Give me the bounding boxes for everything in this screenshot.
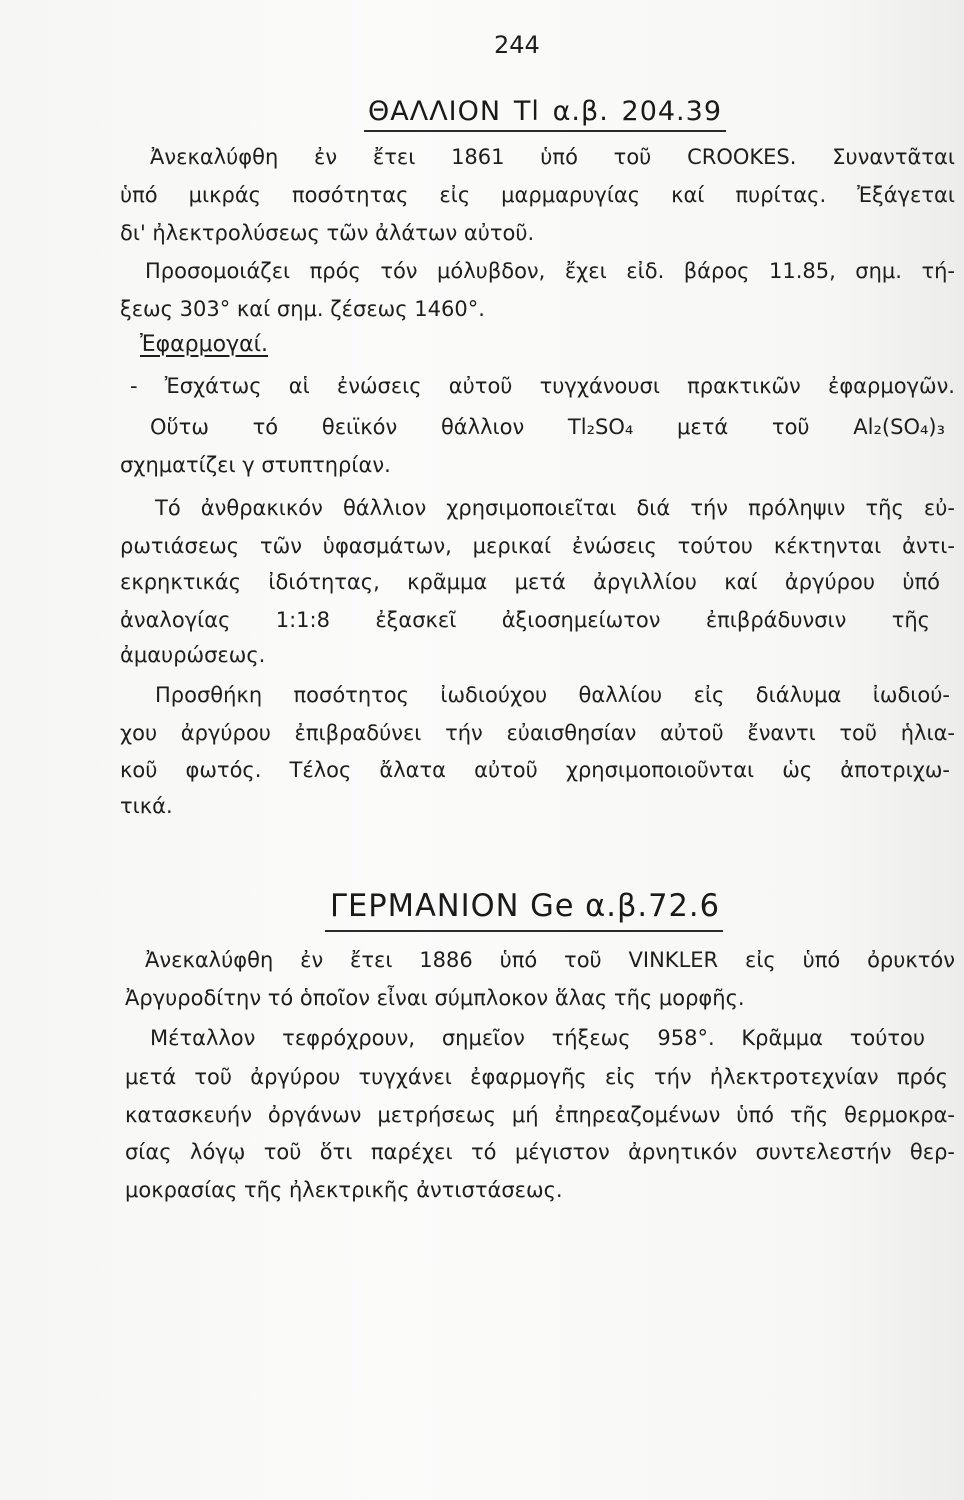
thallium-discovery-line: ὑπό μικράς ποσότητας εἰς μαρμαρυγίας καί πυρίτας. Ἐξάγεται: [120, 183, 955, 207]
thallium-discovery-line: δι' ἠλεκτρολύσεως τῶν ἀλάτων αὐτοῦ.: [120, 221, 535, 245]
thallium-iodide-line: Προσθήκη ποσότητος ἰωδιούχου θαλλίου εἰς διάλυμα ἰωδιού-: [155, 683, 950, 707]
germanium-properties-line: μοκρασίας τῆς ἠλεκτρικῆς ἀντιστάσεως.: [125, 1178, 563, 1202]
germanium-properties-line: μετά τοῦ ἀργύρου τυγχάνει ἐφαρμογῆς εἰς τήν ἠλεκτροτεχνίαν πρός: [125, 1065, 948, 1089]
germanium-heading: ΓΕΡΜΑΝΙΟΝ Ge α.β.72.6: [330, 888, 720, 924]
thallium-properties-line: ξεως 303° καί σημ. ζέσεως 1460°.: [120, 297, 485, 321]
page-number: 244: [494, 31, 540, 59]
germanium-properties-line: Μέταλλον τεφρόχρουν, σημεῖον τήξεως 958°. Κρᾶμμα τούτου: [150, 1026, 925, 1050]
thallium-iodide-line: τικά.: [120, 794, 173, 818]
thallium-carbonate-line: εκρηκτικάς ἰδιότητας, κρᾶμμα μετά ἀργιλλίου καί ἀργύρου ὑπό: [120, 570, 940, 594]
germanium-discovery-line: Ἀνεκαλύφθη ἐν ἔτει 1886 ὑπό τοῦ VINKLER εἰς ὑπό ὀρυκτόν: [145, 948, 955, 972]
thallium-carbonate-line: ἀναλογίας 1:1:8 ἐξασκεῖ ἀξιοσημείωτον ἐπιβράδυνσιν τῆς: [120, 608, 930, 632]
thallium-carbonate-line: ρωτιάσεως τῶν ὑφασμάτων, μερικαί ἐνώσεις τούτου κέκτηνται ἀντι-: [120, 534, 955, 558]
thallium-heading: ΘΑΛΛΙΟΝ Tl α.β. 204.39: [368, 96, 722, 127]
thallium-applications-line: Οὕτω τό θειϊκόν θάλλιον Tl₂SO₄ μετά τοῦ Al₂(SO₄)₃: [150, 415, 945, 439]
thallium-applications-line: σχηματίζει γ στυπτηρίαν.: [120, 453, 391, 477]
thallium-heading-underline: [364, 130, 726, 132]
thallium-applications-line: - Ἐσχάτως αἱ ἐνώσεις αὐτοῦ τυγχάνουσι πρακτικῶν ἐφαρμογῶν.: [130, 374, 955, 398]
germanium-properties-line: κατασκευήν ὀργάνων μετρήσεως μή ἐπηρεαζομένων ὑπό τῆς θερμοκρα-: [125, 1103, 955, 1127]
thallium-iodide-line: χου ἀργύρου ἐπιβραδύνει τήν εὐαισθησίαν αὐτοῦ ἔναντι τοῦ ἡλια-: [120, 721, 955, 745]
thallium-properties-line: Προσομοιάζει πρός τόν μόλυβδον, ἔχει εἰδ. βάρος 11.85, σημ. τή-: [145, 259, 955, 283]
thallium-carbonate-line: ἀμαυρώσεως.: [120, 643, 266, 667]
thallium-discovery-line: Ἀνεκαλύφθη ἐν ἔτει 1861 ὑπό τοῦ CROOKES. Συναντᾶται: [150, 145, 955, 169]
germanium-properties-line: σίας λόγῳ τοῦ ὅτι παρέχει τό μέγιστον ἀρνητικόν συντελεστήν θερ-: [125, 1140, 955, 1164]
germanium-heading-underline: [325, 930, 723, 932]
thallium-iodide-line: κοῦ φωτός. Τέλος ἄλατα αὐτοῦ χρησιμοποιοῦνται ὡς ἀποτριχω-: [120, 758, 950, 782]
thallium-carbonate-line: Τό ἀνθρακικόν θάλλιον χρησιμοποιεῖται διά τήν πρόληψιν τῆς εὐ-: [155, 496, 955, 520]
applications-heading: Ἐφαρμογαί.: [140, 332, 269, 357]
germanium-discovery-line: Ἀργυροδίτην τό ὁποῖον εἶναι σύμπλοκον ἅλας τῆς μορφῆς.: [125, 986, 745, 1010]
